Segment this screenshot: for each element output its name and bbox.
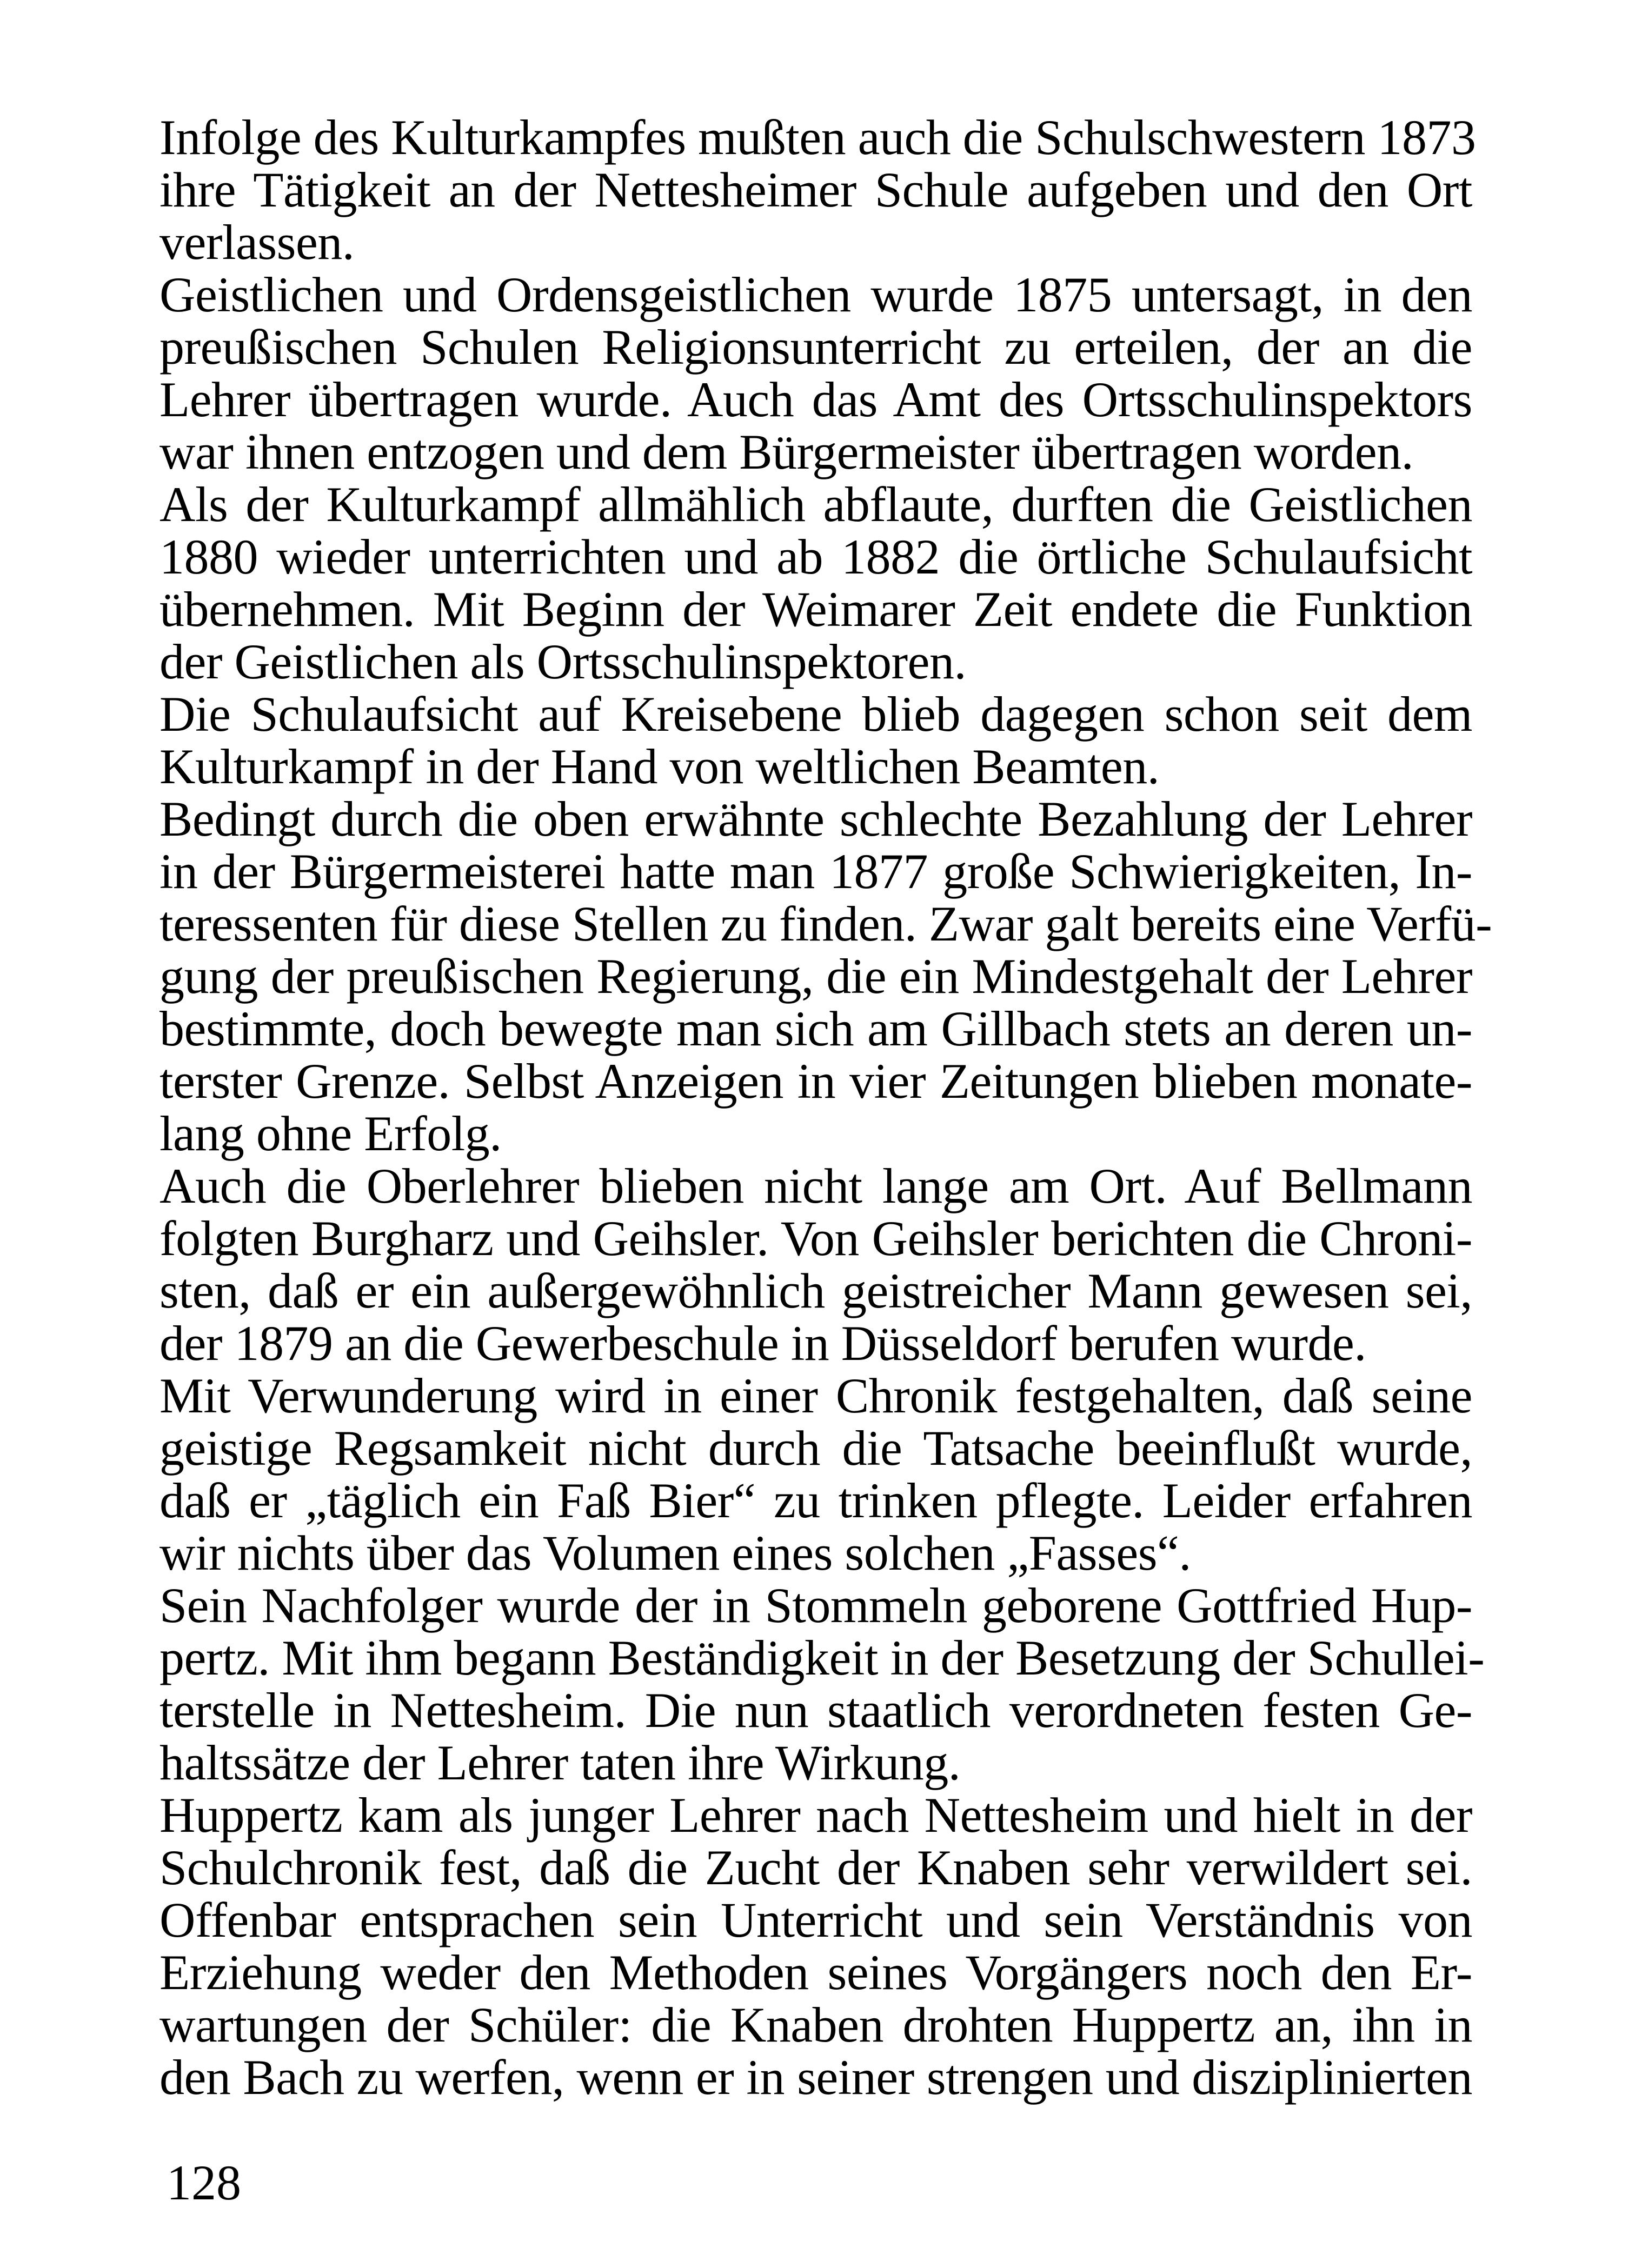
text-line: Die Schulaufsicht auf Kreisebene blieb dagegen schon seit dem xyxy=(159,686,1472,742)
text-line: Kulturkampf in der Hand von weltlichen Beamten. xyxy=(159,739,1160,794)
body-text xyxy=(159,110,1492,2105)
text-line: Lehrer übertragen wurde. Auch das Amt des Ortsschulinspektors xyxy=(159,372,1472,427)
text-line: Sein Nachfolger wurde der in Stommeln geborene Gottfried Hup- xyxy=(159,1578,1472,1633)
text-line: Mit Verwunderung wird in einer Chronik festgehalten, daß seine xyxy=(159,1368,1472,1423)
text-line: ihre Tätigkeit an der Nettesheimer Schule aufgeben und den Ort xyxy=(159,162,1472,217)
text-line: sten, daß er ein außergewöhnlich geistreicher Mann gewesen sei, xyxy=(159,1263,1472,1318)
text-line: wartungen der Schüler: die Knaben drohten Huppertz an, ihn in xyxy=(159,1997,1472,2052)
text-line: terstelle in Nettesheim. Die nun staatlich verordneten festen Ge- xyxy=(159,1683,1472,1738)
text-line: 1880 wieder unterrichten und ab 1882 die örtliche Schulaufsicht xyxy=(159,529,1472,584)
text-line: Schulchronik fest, daß die Zucht der Knaben sehr verwildert sei. xyxy=(159,1840,1472,1895)
text-line: war ihnen entzogen und dem Bürgermeister übertragen worden. xyxy=(159,424,1414,479)
text-line: der Geistlichen als Ortsschulinspektoren. xyxy=(159,634,967,689)
page-number: 128 xyxy=(167,2155,241,2210)
text-line: Als der Kulturkampf allmählich abflaute, durften die Geistlichen xyxy=(159,477,1472,532)
text-line: der 1879 an die Gewerbeschule in Düsseldorf berufen wurde. xyxy=(159,1316,1366,1371)
text-line: terster Grenze. Selbst Anzeigen in vier Zeitungen blieben monate- xyxy=(159,1053,1472,1109)
text-line: folgten Burgharz und Geihsler. Von Geihsler berichten die Chroni- xyxy=(159,1211,1472,1266)
text-line: daß er „täglich ein Faß Bier“ zu trinken pflegte. Leider erfahren xyxy=(159,1473,1472,1528)
text-line: den Bach zu werfen, wenn er in seiner strengen und disziplinierten xyxy=(159,2050,1472,2105)
text-line: in der Bürgermeisterei hatte man 1877 große Schwierigkeiten, In- xyxy=(159,844,1472,899)
text-line: pertz. Mit ihm begann Beständigkeit in der Besetzung der Schullei- xyxy=(159,1630,1485,1685)
text-line: Huppertz kam als junger Lehrer nach Nettesheim und hielt in der xyxy=(159,1787,1472,1843)
text-line: haltssätze der Lehrer taten ihre Wirkung. xyxy=(159,1735,961,1790)
text-line: Offenbar entsprachen sein Unterricht und sein Verständnis von xyxy=(159,1892,1472,1947)
text-line: Erziehung weder den Methoden seines Vorgängers noch den Er- xyxy=(159,1945,1472,2000)
text-line: wir nichts über das Volumen eines solchen „Fasses“. xyxy=(159,1525,1191,1580)
text-line: lang ohne Erfolg. xyxy=(159,1106,502,1161)
text-line: Auch die Oberlehrer blieben nicht lange am Ort. Auf Bellmann xyxy=(159,1158,1472,1213)
text-line: geistige Regsamkeit nicht durch die Tatsache beeinflußt wurde, xyxy=(159,1420,1472,1476)
text-line: Geistlichen und Ordensgeistlichen wurde 1875 untersagt, in den xyxy=(159,267,1472,322)
text-line: teressenten für diese Stellen zu finden. Zwar galt bereits eine Verfü- xyxy=(159,896,1492,951)
text-line: verlassen. xyxy=(159,215,355,270)
text-line: Bedingt durch die oben erwähnte schlechte Bezahlung der Lehrer xyxy=(159,791,1472,846)
text-line: Infolge des Kulturkampfes mußten auch die Schulschwestern 1873 xyxy=(159,110,1476,165)
text-line: preußischen Schulen Religionsunterricht zu erteilen, der an die xyxy=(159,319,1472,375)
text-line: gung der preußischen Regierung, die ein Mindestgehalt der Lehrer xyxy=(159,949,1472,1004)
text-line: übernehmen. Mit Beginn der Weimarer Zeit endete die Funktion xyxy=(159,582,1472,637)
text-line: bestimmte, doch bewegte man sich am Gillbach stets an deren un- xyxy=(159,1001,1472,1056)
